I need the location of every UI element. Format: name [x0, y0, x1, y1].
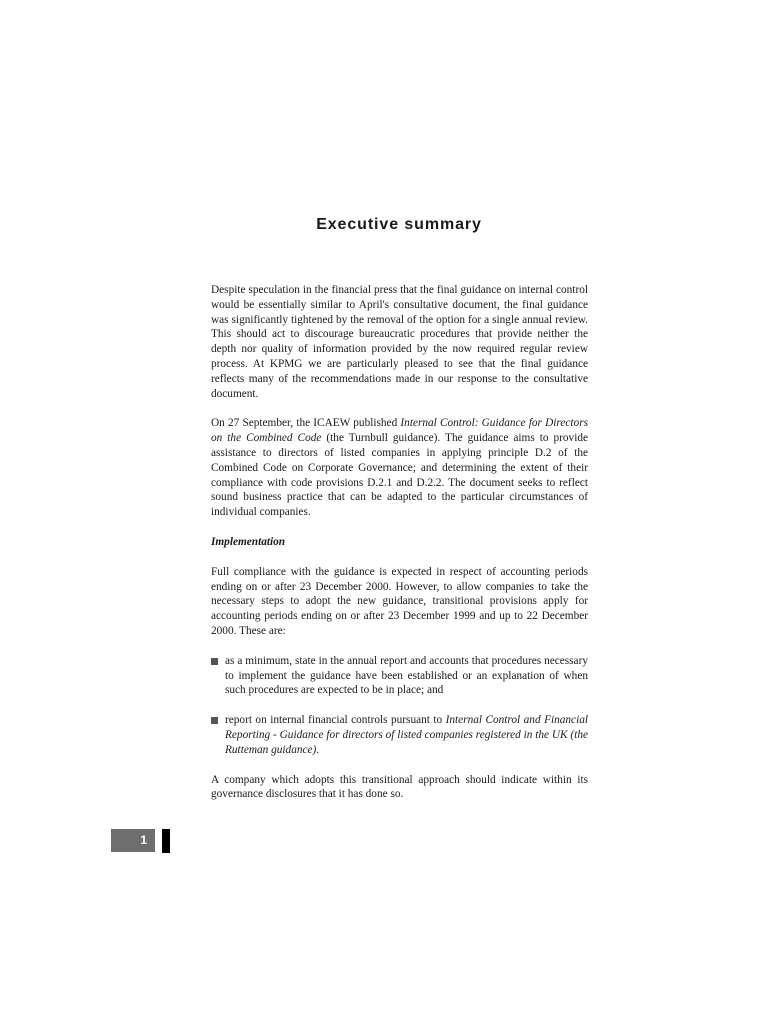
- paragraph-icaew-rest: (the Turnbull guidance). The guidance aims to provide assistance to directors of listed companies in applying principle D.2 of the Combined Code on Corporate Governance; and determining the extent of their compliance with code provisions D.2.1 and D.2.2. The document seeks to reflect sound business practice that can be adapted to the particular circumstances of individual companies.: [211, 432, 589, 519]
- transitional-provisions-list: [211, 654, 588, 758]
- paragraph-closing: A company which adopts this transitional approach should indicate within its governance disclosures that it has done so.: [211, 773, 588, 801]
- list-item-lead: report on internal financial controls pursuant to: [225, 714, 446, 727]
- paragraph-icaew-lead: On 27 September, the ICAEW published: [211, 417, 401, 430]
- page-number: 1: [111, 829, 155, 852]
- paragraph-implementation: Full compliance with the guidance is expected in respect of accounting periods ending on or after 23 December 2000. However, to allow companies to take the necessary steps to adopt the new guidance, transitional provisions apply for accounting periods ending on or after 23 December 1999 and up to 22 December 2000. These are:: [211, 565, 588, 637]
- list-item-text: as a minimum, state in the annual report and accounts that procedures necessary to implement the guidance have been established or an explanation of when such procedures are expected to be in place; and: [225, 654, 588, 697]
- list-item-end: .: [316, 743, 320, 756]
- section-heading-implementation: Implementation: [211, 535, 286, 548]
- list-item: [211, 654, 588, 698]
- body-text: [211, 283, 588, 817]
- square-bullet-icon: [211, 717, 218, 724]
- page-number-bar: [162, 829, 170, 853]
- square-bullet-icon: [211, 658, 218, 665]
- page-title: Executive summary: [316, 216, 482, 233]
- paragraph-intro: Despite speculation in the financial press that the final guidance on internal control would be essentially similar to April's consultative document, the final guidance was significantly tightened by the removal of the option for a single annual review. This should act to discourage bureaucratic procedures that provide neither the depth nor quality of information provided by the now required regular review process. At KPMG we are particularly pleased to see that the final guidance reflects many of the recommendations made in our response to the consultative document.: [211, 284, 588, 400]
- paragraph-icaew: [211, 416, 588, 520]
- document-title-turnbull: Internal Control: Guidance for Directors on the Combined Code: [211, 417, 588, 445]
- list-item: [211, 713, 588, 757]
- document-title-rutteman: Internal Control and Financial Reporting - Guidance for directors of listed companies registered in the UK (the Rutteman guidance): [225, 714, 588, 756]
